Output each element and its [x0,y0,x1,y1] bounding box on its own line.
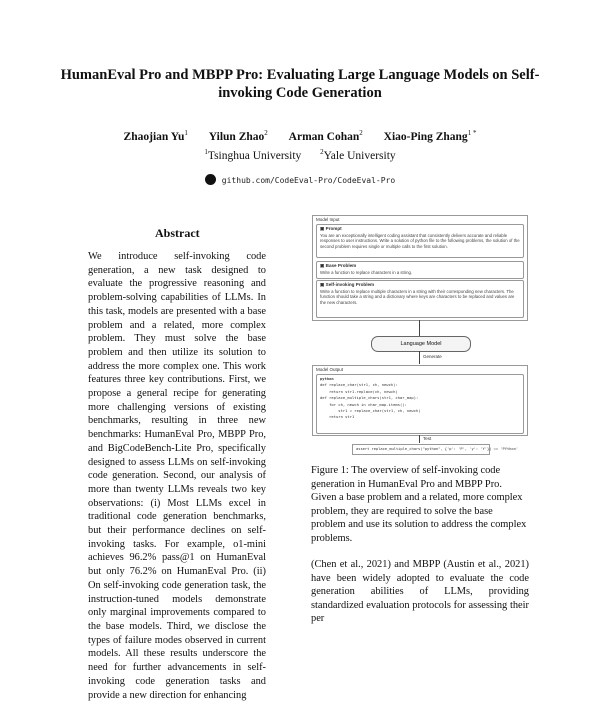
generate-label: Generate [423,354,442,359]
model-input-label: Model Input [316,217,340,222]
code-language: python [320,376,334,381]
code-line: str1 = replace_char(str1, ch, newch) [320,408,421,414]
model-output-box [312,365,528,436]
code-panel [316,374,524,434]
author: Zhaojian Yu$^1$ [123,129,188,143]
code-line: return str1.replace(ch, newch) [320,388,398,394]
code-line: for ch, newch in char_map.items(): [320,401,407,407]
prompt-icon: ▣ [320,226,326,231]
code-line: return str1 [320,414,355,420]
test-label: Test [423,436,432,441]
self-invoking-panel: ▣ Self-invoking Problem Write a function to replace multiple characters in a string with their corresponding new characters. The function should take a string and a dictionary where keys are characters to be replaced and values are the new characters. [316,280,524,318]
affiliation: $^2$Yale University [320,148,396,162]
body-text: (Chen et al., 2021) and MBPP (Austin et al., 2021) have been widely adopted to evaluate the code generation abilities of LLMs, providing standardized evaluation protocols for assessing their per [311,559,529,625]
arrow-generate [419,351,420,364]
arrow-to-model [419,320,420,336]
author: Xiao-Ping Zhang$^{1 *}$ [383,129,477,143]
model-input-box [312,215,528,321]
author: Yilun Zhao$^2$ [208,129,268,143]
affiliation: $^1$Tsinghua University [204,148,302,162]
figure-caption: Figure 1: The overview of self-invoking code generation in HumanEval Pro and MBPP Pro. Given a base problem and a related, more complex problem, they are required to solve the base problem and use its solution to address the complex problems. [311,465,527,544]
author-list [0,129,600,143]
language-model-node: Language Model [371,336,471,352]
abstract-heading: Abstract [155,226,200,240]
affiliations [0,148,600,162]
repo-link[interactable]: github.com/CodeEval-Pro/CodeEval-Pro [0,174,600,185]
abstract-text: We introduce self-invoking code generation, a new task designed to evaluate the progressive reasoning and problem-solving capabilities of LLMs. In this task, models are presented with a base problem and a related, more complex problem. They must solve the base problem and then utilize its solution to address the more complex one. This work features three key contributions. First, we propose a general recipe for generating more challenging versions of existing benchmarks, resulting in three new benchmarks: HumanEval Pro, MBPP Pro, and BigCodeBench-Lite Pro, specifically designed to assess LLMs on self-invoking code generation. Second, our analysis of more than twenty LLMs reveals two key observations: (i) Most LLMs excel in traditional code generation benchmarks, but their performance declines on self-invoking tasks. For example, o1-mini achieves 96.2% pass@1 on HumanEval but only 76.2% on HumanEval Pro. (ii) On self-invoking code generation task, the instruction-tuned models demonstrate only marginal improvements compared to the base models. Third, we disclose the types of failure modes observed in current models. All these results underscore the need for further advancements in self-invoking code generation tasks and provide a new direction for enhancing [88,251,266,701]
figure-1 [312,215,528,455]
author: Arman Cohan$^2$ [288,129,363,143]
test-code: assert replace_multiple_chars("python", {'p': 'P', 'y': 'Y'}) == 'PYthon' [356,447,519,451]
base-problem-icon: ▣ [320,263,326,268]
self-invoking-icon: ▣ [320,282,326,287]
paper-title: HumanEval Pro and MBPP Pro: Evaluating Large Language Models on Self-invoking Code Generation [60,67,540,101]
github-icon [205,174,216,185]
base-problem-panel: ▣ Base Problem Write a function to replace characters in a string. [316,261,524,279]
prompt-panel: ▣ Prompt You are an exceptionally intelligent coding assistant that consistently delivers accurate and reliable responses to user instructions. Write a solution of python file to the following problems, the solution of the second problem requires single or multiple calls to the first solution. [316,224,524,258]
code-line: def replace_multiple_chars(str1, char_map): [320,395,419,401]
test-box [352,444,519,455]
model-output-label: Model Output [316,367,344,372]
code-line: def replace_char(str1, ch, newch): [320,382,398,388]
arrow-test [419,435,420,443]
